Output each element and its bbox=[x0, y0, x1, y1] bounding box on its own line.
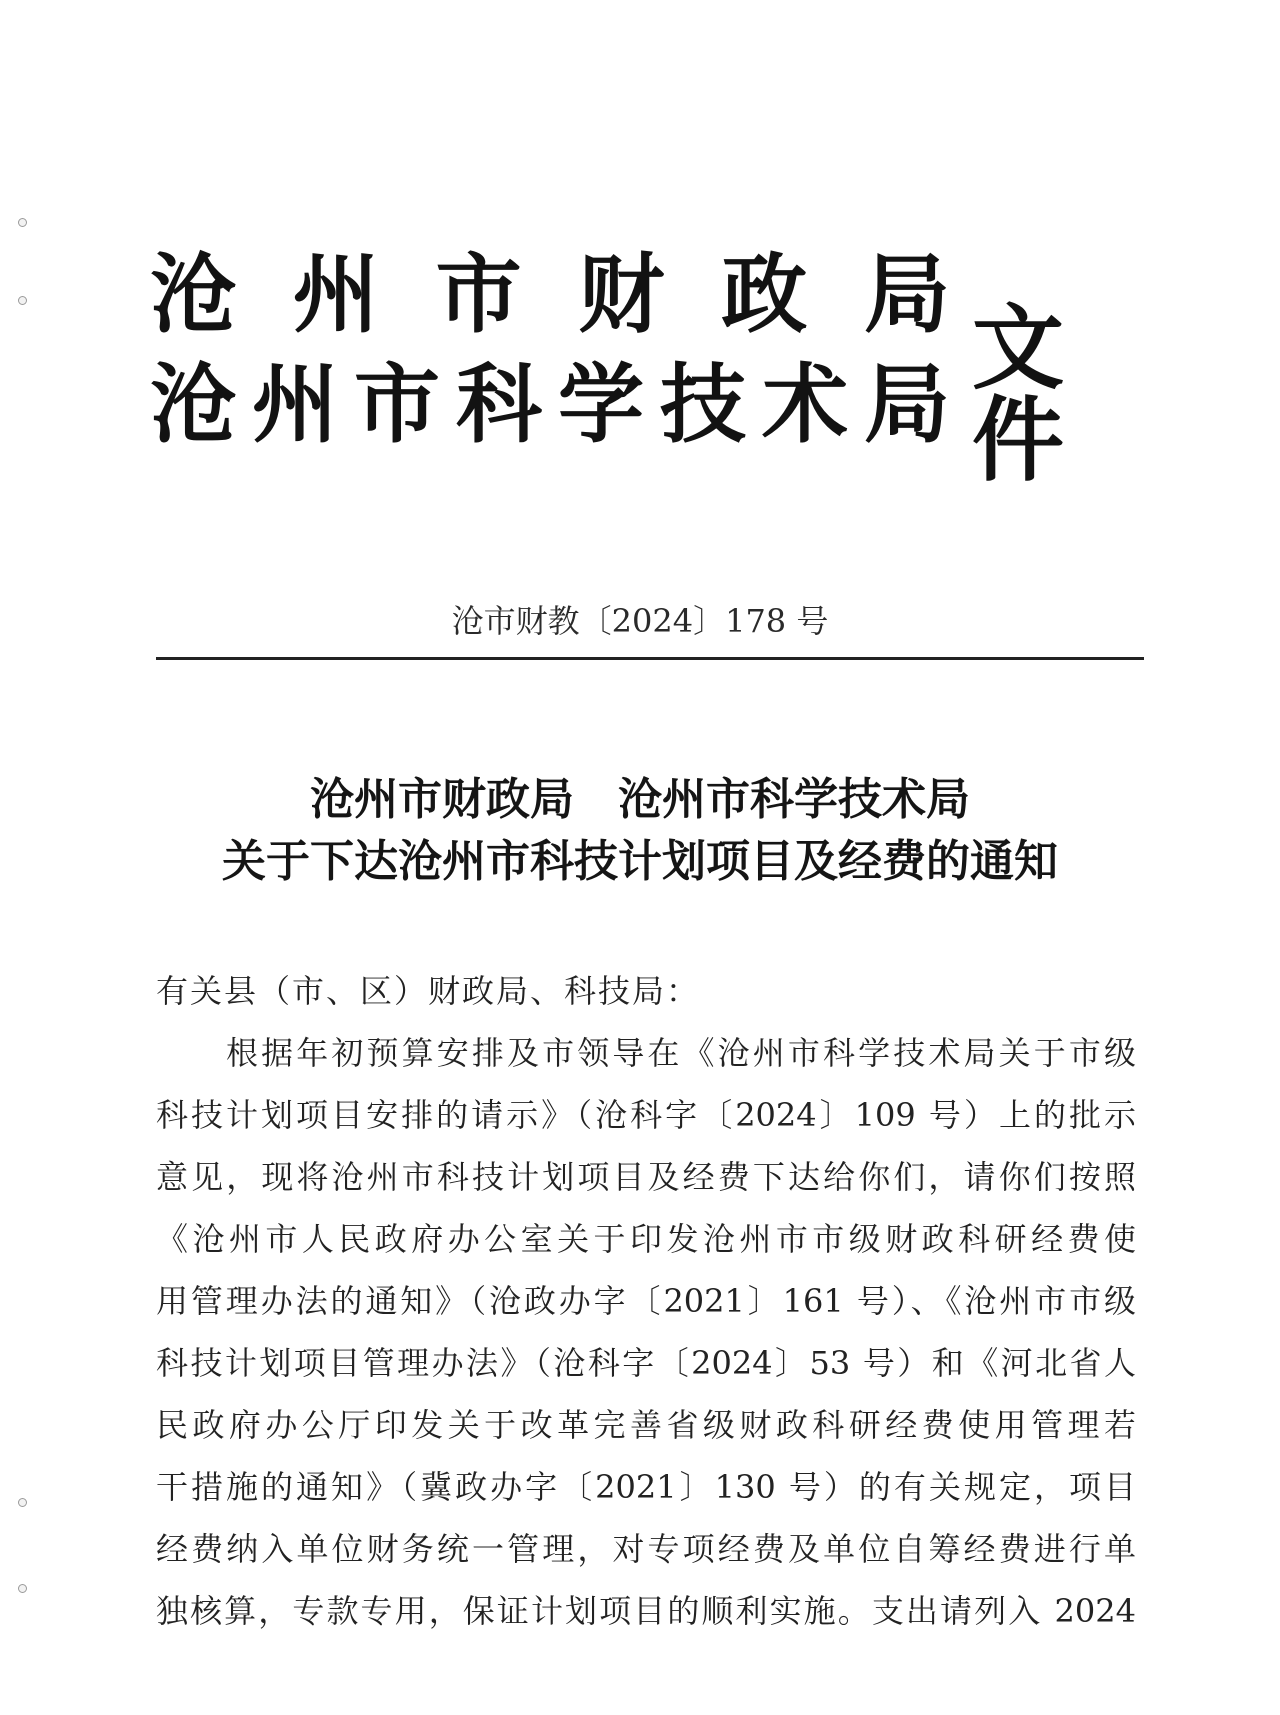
issuer-char: 沧 bbox=[150, 354, 236, 455]
binding-hole-mark bbox=[18, 1584, 27, 1593]
document-number: 沧市财教〔2024〕178 号 bbox=[451, 602, 829, 640]
document-type-label: 文件 bbox=[972, 294, 1067, 494]
issuer-char: 科 bbox=[456, 354, 542, 455]
issuer-char: 州 bbox=[292, 244, 379, 345]
notice-title-line-2: 关于下达沧州市科技计划项目及经费的通知 bbox=[222, 836, 1058, 887]
issuer-char: 局 bbox=[863, 244, 950, 345]
issuer-char: 市 bbox=[354, 354, 440, 455]
issuer-char: 技 bbox=[660, 354, 746, 455]
body-line: 根据年初预算安排及市领导在《沧州市科学技术局关于市级 bbox=[226, 1034, 1136, 1072]
issuer-finance-bureau bbox=[150, 240, 950, 350]
salutation: 有关县（市、区）财政局、科技局： bbox=[156, 972, 701, 1010]
body-line: 科技计划项目安排的请示》（沧科字〔2024〕109 号）上的批示 bbox=[156, 1096, 1136, 1134]
red-header-masthead bbox=[150, 240, 1150, 494]
issuer-char: 学 bbox=[558, 354, 644, 455]
body-paragraph bbox=[156, 1022, 1136, 1642]
binding-hole-mark bbox=[18, 296, 27, 305]
body-line: 干措施的通知》（冀政办字〔2021〕130 号）的有关规定，项目 bbox=[156, 1468, 1136, 1506]
body-line: 意见，现将沧州市科技计划项目及经费下达给你们，请你们按照 bbox=[156, 1158, 1136, 1196]
binding-hole-mark bbox=[18, 218, 27, 227]
issuer-char: 政 bbox=[721, 244, 808, 345]
issuer-science-bureau bbox=[150, 350, 950, 460]
issuer-char: 沧 bbox=[150, 244, 236, 345]
issuer-char: 市 bbox=[435, 244, 522, 345]
issuer-char: 局 bbox=[864, 354, 950, 455]
body-line: 《沧州市人民政府办公室关于印发沧州市市级财政科研经费使 bbox=[156, 1220, 1136, 1258]
issuer-char: 财 bbox=[578, 244, 665, 345]
issuer-char: 术 bbox=[762, 354, 848, 455]
body-line: 用管理办法的通知》（沧政办字〔2021〕161 号）、《沧州市市级 bbox=[156, 1282, 1136, 1320]
body-line: 民政府办公厅印发关于改革完善省级财政科研经费使用管理若 bbox=[156, 1406, 1136, 1444]
notice-title-line-1: 沧州市财政局 沧州市科学技术局 bbox=[310, 774, 970, 825]
binding-hole-mark bbox=[18, 1498, 27, 1507]
body-line: 经费纳入单位财务统一管理，对专项经费及单位自筹经费进行单 bbox=[156, 1530, 1136, 1568]
header-divider-rule bbox=[156, 657, 1144, 660]
body-line: 科技计划项目管理办法》（沧科字〔2024〕53 号）和《河北省人 bbox=[156, 1344, 1136, 1382]
body-line: 独核算，专款专用，保证计划项目的顺利实施。支出请列入 2024 bbox=[156, 1592, 1136, 1630]
issuer-char: 州 bbox=[252, 354, 338, 455]
